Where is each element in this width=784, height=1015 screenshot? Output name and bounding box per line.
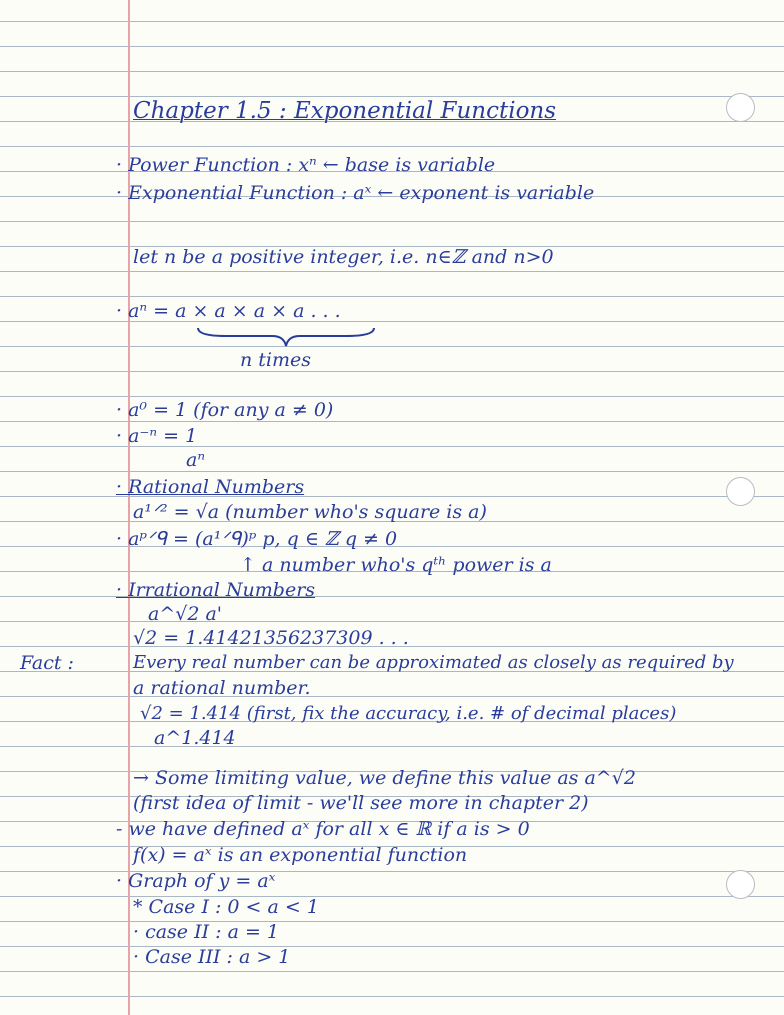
note-line-case-three: · Case III : a > 1 xyxy=(133,946,291,968)
note-line-qth-power: ↑ a number who's qᵗʰ power is a xyxy=(240,554,552,576)
note-line-n-times: n times xyxy=(240,349,311,371)
punch-hole-bottom xyxy=(726,870,755,899)
note-line-a-1414: a^1.414 xyxy=(154,727,236,749)
note-line-root-two-value: √2 = 1.41421356237309 . . . xyxy=(133,627,409,649)
note-line-a-n-denominator: aⁿ xyxy=(186,449,206,471)
note-line-a-root-two: a^√2 a' xyxy=(148,603,223,625)
note-line-limiting-value: → Some limiting value, we define this value as a^√2 xyxy=(133,767,636,789)
margin-label-fact: Fact : xyxy=(20,652,74,674)
punch-hole-top xyxy=(726,93,755,122)
note-line-exponential-fx: f(x) = aˣ is an exponential function xyxy=(133,844,468,866)
note-line-a-half: a¹ᐟ² = √a (number who's square is a) xyxy=(133,501,487,523)
note-line-exponential-function: · Exponential Function : aˣ ← exponent is variable xyxy=(116,182,595,204)
note-line-a-zero: · a⁰ = 1 (for any a ≠ 0) xyxy=(116,399,334,421)
note-line-positive-integer: let n be a positive integer, i.e. n∈ℤ and n>0 xyxy=(133,246,554,268)
heading-rational-numbers: · Rational Numbers xyxy=(116,476,305,498)
heading-irrational-numbers: · Irrational Numbers xyxy=(116,579,316,601)
chapter-title: Chapter 1.5 : Exponential Functions xyxy=(133,98,557,124)
note-line-every-real-number: Every real number can be approximated as closely as required by xyxy=(133,652,734,673)
note-line-root-two-approx: √2 = 1.414 (first, fix the accuracy, i.e. # of decimal places) xyxy=(140,703,677,724)
note-line-rational-number: a rational number. xyxy=(133,677,311,699)
curly-brace xyxy=(196,326,376,348)
note-line-a-to-n: · aⁿ = a × a × a × a . . . xyxy=(116,300,341,322)
punch-hole-middle xyxy=(726,477,755,506)
note-line-defined-ax: - we have defined aˣ for all x ∈ ℝ if a is > 0 xyxy=(116,818,530,840)
note-line-case-two: · case II : a = 1 xyxy=(133,921,279,943)
note-line-case-one: * Case I : 0 < a < 1 xyxy=(133,896,319,918)
note-line-a-p-over-q: · aᵖᐟᑫ = (a¹ᐟᑫ)ᵖ p, q ∈ ℤ q ≠ 0 xyxy=(116,528,398,550)
note-line-a-negative-n: · a⁻ⁿ = 1 xyxy=(116,425,198,447)
note-line-graph-of: · Graph of y = aˣ xyxy=(116,870,276,892)
note-line-power-function: · Power Function : xⁿ ← base is variable xyxy=(116,154,496,176)
note-line-idea-of-limit: (first idea of limit - we'll see more in chapter 2) xyxy=(133,792,589,814)
